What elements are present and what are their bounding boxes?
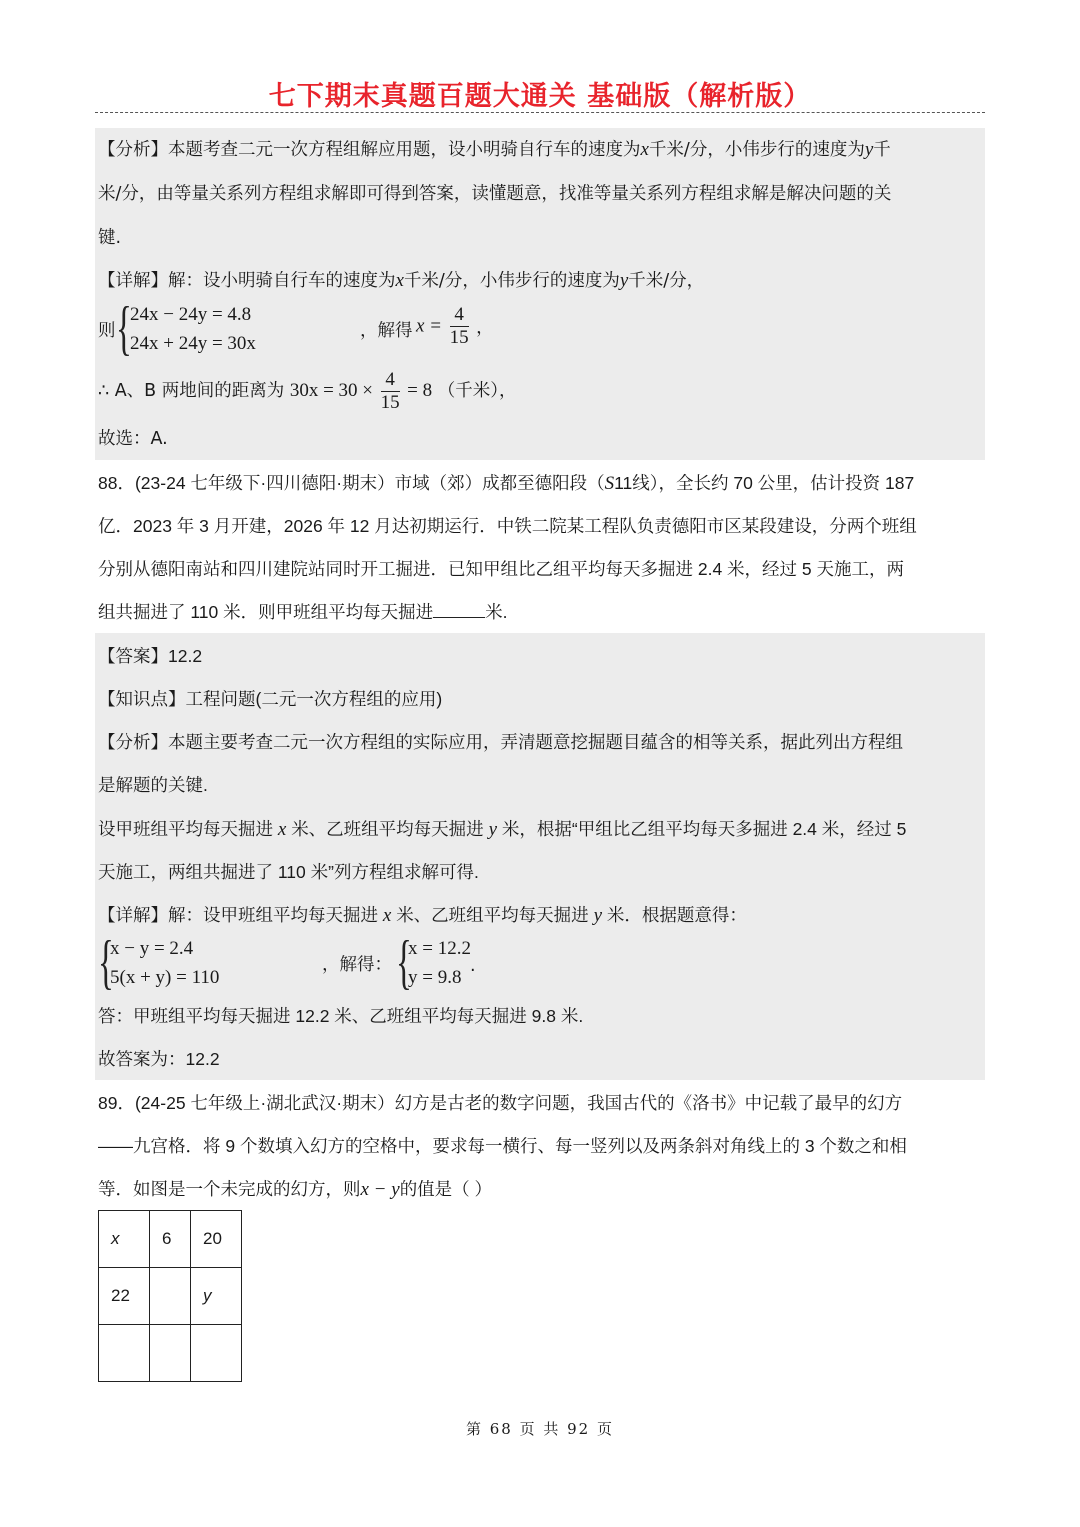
var-y: y bbox=[619, 270, 629, 291]
text: 千 bbox=[873, 140, 891, 160]
q87-equation-system bbox=[98, 295, 498, 362]
solution-x bbox=[416, 304, 494, 349]
unit: （千米）， bbox=[437, 381, 517, 401]
var-x: x bbox=[382, 905, 392, 926]
q88-setup-line-2: 天施工，两组共掘进了 110 米”列方程组求解可得. bbox=[98, 862, 479, 882]
text: 设甲班组平均每天掘进 bbox=[98, 819, 273, 839]
q88-final-answer: 故答案为：12.2 bbox=[98, 1049, 220, 1069]
q88-analysis-line-2: 是解题的关键. bbox=[98, 775, 208, 795]
q88-answer: 【答案】12.2 bbox=[98, 646, 203, 666]
var-x: x bbox=[640, 139, 649, 160]
q87-detail-line bbox=[98, 267, 704, 295]
grid-cell: y bbox=[191, 1268, 242, 1325]
text: 千米/分， bbox=[628, 271, 705, 291]
text: 组共掘进了 110 米．则甲班组平均每天掘进 bbox=[98, 602, 434, 622]
q88-analysis-line-1: 【分析】本题主要考查二元一次方程组的实际应用，弄清题意挖掘题目蕴含的相等关系，据此列出方程组 bbox=[98, 732, 903, 752]
var-x: x bbox=[277, 819, 287, 840]
grid-cell bbox=[150, 1325, 191, 1382]
text: 米．根据题意得： bbox=[606, 905, 747, 925]
q89-stem-line-1: 89．(24-25 七年级上·湖北武汉·期末）幻方是古老的数字问题，我国古代的《洛书》中记载了最早的幻方 bbox=[98, 1093, 903, 1113]
var-y: y bbox=[593, 905, 602, 926]
q88-stem-line-4 bbox=[98, 598, 508, 626]
fraction bbox=[381, 369, 400, 414]
comma: ， bbox=[476, 318, 494, 338]
q87-choice: 故选：A. bbox=[98, 429, 168, 449]
text: 米. bbox=[485, 602, 508, 622]
grid-cell bbox=[150, 1268, 191, 1325]
grid-cell: 20 bbox=[191, 1211, 242, 1268]
left-brace: { bbox=[116, 295, 132, 361]
solution-y: y = 9.8 bbox=[408, 967, 462, 988]
sol-x-label: x = bbox=[416, 315, 443, 337]
answer-blank bbox=[433, 599, 485, 618]
text: 【详解】解：设小明骑自行车的速度为 bbox=[98, 271, 396, 291]
grid-row bbox=[99, 1211, 242, 1268]
left-brace: { bbox=[98, 929, 114, 995]
expression-x-minus-y: x − y bbox=[360, 1179, 400, 1200]
text: 等．如图是一个未完成的幻方，则 bbox=[98, 1179, 361, 1199]
equation-1: 24x − 24y = 4.8 bbox=[130, 304, 252, 325]
grid-cell bbox=[191, 1325, 242, 1382]
denominator: 15 bbox=[380, 391, 400, 413]
q89-stem-line-3 bbox=[98, 1175, 492, 1203]
grid-row bbox=[99, 1325, 242, 1382]
ze-label: 则 bbox=[98, 321, 116, 341]
solution-x: x = 12.2 bbox=[408, 938, 471, 959]
equation-1: x − y = 2.4 bbox=[110, 938, 194, 959]
grid-cell bbox=[99, 1325, 150, 1382]
text: 【详解】解：设甲班组平均每天掘进 bbox=[98, 905, 378, 925]
grid-row bbox=[99, 1268, 242, 1325]
var-y: y bbox=[488, 819, 497, 840]
q87-distance-line bbox=[98, 366, 516, 416]
numerator: 4 bbox=[454, 304, 464, 325]
header-divider bbox=[95, 112, 985, 113]
q88-detail-line bbox=[98, 901, 747, 929]
q88-knowledge: 【知识点】工程问题(二元一次方程组的应用) bbox=[98, 689, 443, 709]
q88-reply: 答：甲班组平均每天掘进 12.2 米、乙班组平均每天掘进 9.8 米. bbox=[98, 1006, 584, 1026]
text: 11线），全长约 70 公里，估计投资 187 bbox=[614, 473, 915, 493]
text: 米，根据“甲组比乙组平均每天多掘进 2.4 米，经过 5 bbox=[501, 819, 907, 839]
var-x: x bbox=[395, 270, 404, 291]
equation-2: 5(x + y) = 110 bbox=[110, 967, 220, 988]
text: ∴ A、B 两地间的距离为 bbox=[98, 381, 285, 401]
page-number: 第 68 页 共 92 页 bbox=[465, 1420, 614, 1438]
q88-stem-line-3: 分别从德阳南站和四川建院站同时开工掘进．已知甲组比乙组平均每天多掘进 2.4 米，经过 5 天施工，两 bbox=[98, 559, 905, 579]
equation-2: 24x + 24y = 30x bbox=[130, 333, 256, 354]
text: 的值是（ ） bbox=[399, 1179, 493, 1199]
q87-analysis-line-1 bbox=[98, 136, 891, 164]
text: 米、乙班组平均每天掘进 bbox=[291, 819, 484, 839]
distance-expression: 30x = 30 × bbox=[289, 380, 374, 401]
text: 88．(23-24 七年级下·四川德阳·期末）市域（郊）成都至德阳段（ bbox=[98, 473, 605, 493]
grid-cell: 6 bbox=[150, 1211, 191, 1268]
q88-stem-line-1 bbox=[98, 469, 914, 497]
page-title: 七下期末真题百题大通关 基础版（解析版） bbox=[268, 81, 812, 112]
left-brace: { bbox=[396, 929, 412, 995]
solve-label: ，解得 bbox=[360, 321, 413, 341]
text: 千米/分，小伟步行的速度为 bbox=[648, 140, 865, 160]
var-y: y bbox=[864, 139, 874, 160]
period: . bbox=[470, 956, 476, 976]
italic-s: S bbox=[604, 473, 615, 494]
text: 【分析】本题考查二元一次方程组解应用题，设小明骑自行车的速度为 bbox=[98, 140, 641, 160]
grid-cell: 22 bbox=[99, 1268, 150, 1325]
text: 米、乙班组平均每天掘进 bbox=[396, 905, 589, 925]
magic-square-grid bbox=[98, 1210, 242, 1382]
denominator: 15 bbox=[449, 327, 469, 348]
numerator: 4 bbox=[385, 368, 395, 390]
q87-analysis-line-2: 米/分，由等量关系列方程组求解即可得到答案，读懂题意，找准等量关系列方程组求解是解决问题的关 bbox=[98, 184, 892, 204]
q88-equation-system bbox=[98, 929, 498, 996]
q89-stem-line-2: ——九宫格．将 9 个数填入幻方的空格中，要求每一横行、每一竖列以及两条斜对角线上的 3 个数之和相 bbox=[98, 1136, 907, 1156]
q88-setup-line-1 bbox=[98, 815, 906, 843]
grid-cell: x bbox=[99, 1211, 150, 1268]
q88-stem-line-2: 亿．2023 年 3 月开建，2026 年 12 月达初期运行．中铁二院某工程队负责德阳市区某段建设，分两个班组 bbox=[98, 516, 917, 536]
fraction bbox=[450, 304, 469, 349]
solve-label: ，解得： bbox=[322, 955, 392, 975]
text: 千米/分，小伟步行的速度为 bbox=[403, 271, 620, 291]
distance-result: = 8 bbox=[407, 380, 433, 401]
q87-analysis-line-3: 键. bbox=[98, 228, 122, 248]
